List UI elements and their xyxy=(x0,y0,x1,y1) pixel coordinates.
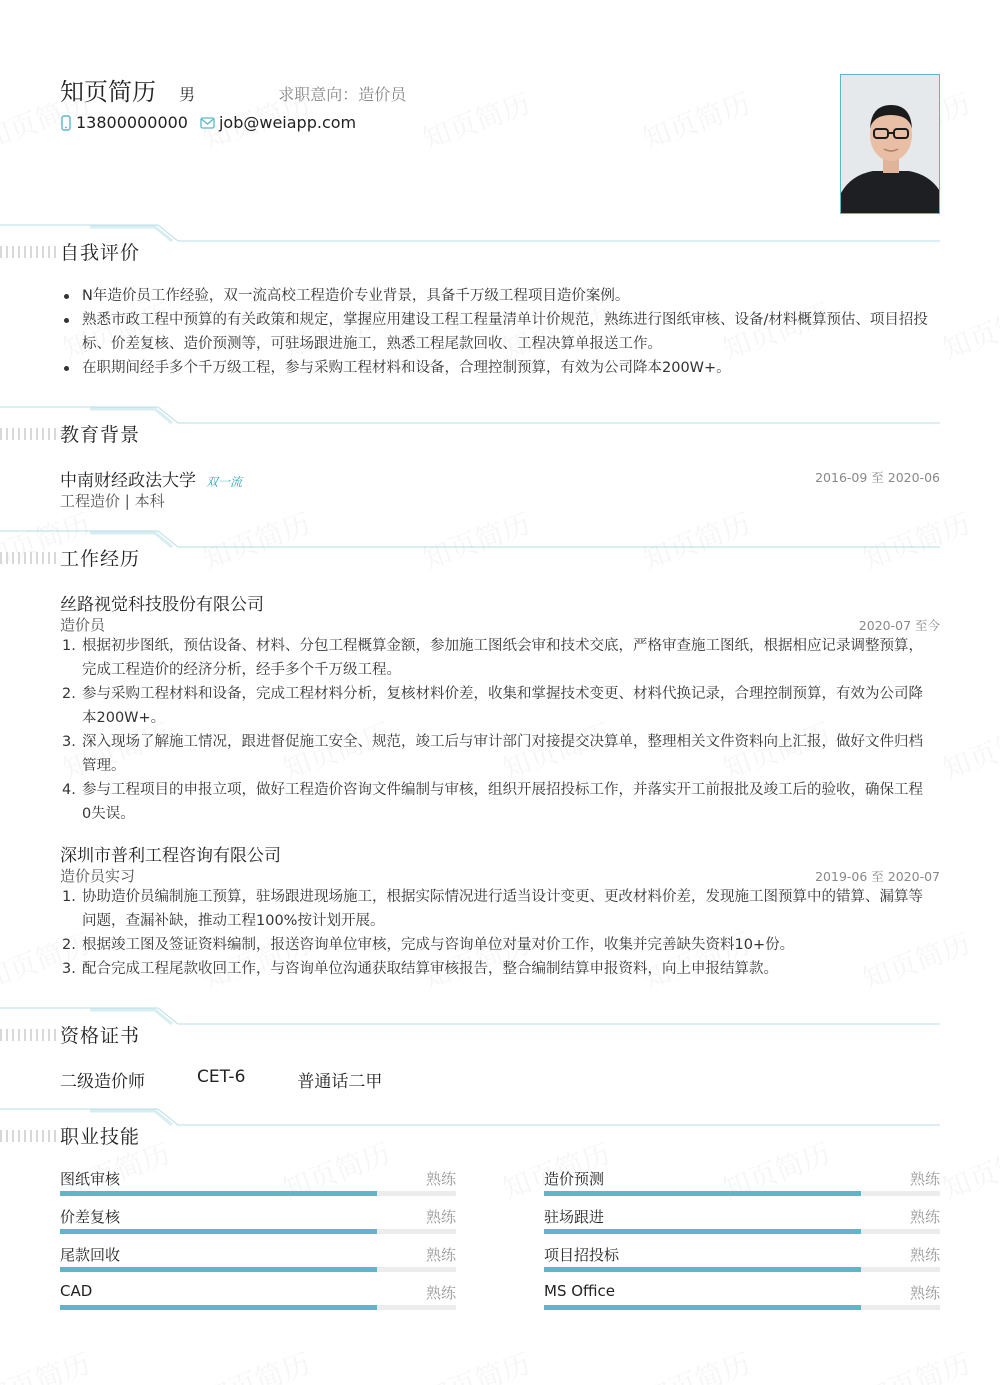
section-skills xyxy=(0,1108,1000,1148)
skill-bar-fill xyxy=(60,1191,377,1196)
skill-bar-track xyxy=(544,1229,940,1234)
skill-item xyxy=(544,1168,940,1200)
skill-bar-fill xyxy=(544,1267,861,1272)
skill-level: 熟练 xyxy=(425,1284,456,1302)
skill-level: 熟练 xyxy=(425,1246,456,1264)
section-divider xyxy=(0,530,1000,570)
stripe-decoration xyxy=(0,1027,60,1043)
skill-bar-track xyxy=(60,1305,456,1310)
skill-bar-track xyxy=(60,1229,456,1234)
education-major: 工程造价 | 本科 xyxy=(60,492,165,510)
stripe-decoration xyxy=(0,426,60,442)
skill-item xyxy=(544,1206,940,1238)
self-evaluation-list xyxy=(60,284,930,380)
item-number: 1. xyxy=(62,889,76,905)
skill-item xyxy=(60,1168,456,1200)
job-date: 2020-07 至今 xyxy=(858,618,940,633)
job-duty-item xyxy=(60,634,930,682)
watermark-text xyxy=(0,1342,95,1385)
skill-bar-fill xyxy=(60,1305,377,1310)
school-name-text: 中南财经政法大学 xyxy=(60,471,196,491)
candidate-gender: 男 xyxy=(179,85,196,104)
item-text: 参与工程项目的申报立项，做好工程造价咨询文件编制与审核，组织开展招投标工作，并落实开工前报批及竣工后的验收，确保工程0失误。 xyxy=(82,782,923,822)
skill-bar-track xyxy=(544,1305,940,1310)
skill-name: 造价预测 xyxy=(544,1170,605,1188)
job-duty-item xyxy=(60,778,930,826)
item-text: 熟悉市政工程中预算的有关政策和规定，掌握应用建设工程工程量清单计价规范，熟练进行图纸审核、设备/材料概算预估、项目招投标、价差复核、造价预测等，可驻场跟进施工，熟悉工程尾款回收、工程决算单报送工作。 xyxy=(82,312,928,352)
item-text: 根据竣工图及签证资料编制，报送咨询单位审核，完成与咨询单位对量对价工作，收集并完善缺失资料10+份。 xyxy=(82,937,795,953)
section-title: 教育背景 xyxy=(60,424,141,446)
bullet-dot xyxy=(64,318,69,323)
certificate-item: CET-6 xyxy=(197,1067,246,1087)
job-role: 造价员实习 xyxy=(60,867,136,885)
skill-item xyxy=(60,1282,456,1314)
company-name: 丝路视觉科技股份有限公司 xyxy=(60,595,264,615)
job-duty-item xyxy=(60,885,930,933)
self-evaluation-item xyxy=(60,308,930,356)
certificate-item: 二级造价师 xyxy=(60,1072,145,1092)
section-divider xyxy=(0,1108,1000,1148)
school-tag: 双一流 xyxy=(206,475,243,489)
stripe-decoration xyxy=(0,1128,60,1144)
self-evaluation-item xyxy=(60,284,930,308)
item-number: 3. xyxy=(62,961,76,977)
item-text: 在职期间经手多个千万级工程，参与采购工程材料和设备，合理控制预算，有效为公司降本200W+。 xyxy=(82,360,731,376)
section-divider xyxy=(0,406,1000,446)
bullet-dot xyxy=(64,294,69,299)
skill-name: 尾款回收 xyxy=(60,1246,121,1264)
skill-bar-fill xyxy=(544,1305,861,1310)
skill-name: 驻场跟进 xyxy=(544,1208,605,1226)
skill-bar-track xyxy=(60,1267,456,1272)
job-role: 造价员 xyxy=(60,616,106,634)
skill-name: 项目招投标 xyxy=(544,1246,620,1264)
skill-bar-fill xyxy=(60,1267,377,1272)
phone-number: 13800000000 xyxy=(76,113,188,132)
certificate-list xyxy=(60,1067,434,1092)
section-divider xyxy=(0,224,1000,264)
item-text: 配合完成工程尾款收回工作，与咨询单位沟通获取结算审核报告，整合编制结算申报资料，向上申报结算款。 xyxy=(82,961,778,977)
skill-level: 熟练 xyxy=(909,1170,940,1188)
self-evaluation-item xyxy=(60,356,930,380)
section-title: 自我评价 xyxy=(60,242,141,264)
skill-bar-track xyxy=(544,1267,940,1272)
item-number: 1. xyxy=(62,638,76,654)
item-text: 协助造价员编制施工预算，驻场跟进现场施工，根据实际情况进行适当设计变更、更改材料价差，发现施工图预算中的错算、漏算等问题，查漏补缺，推动工程100%按计划开展。 xyxy=(82,889,923,929)
skill-name: CAD xyxy=(60,1282,93,1300)
stripe-decoration xyxy=(0,550,60,566)
watermark-text xyxy=(937,712,1000,788)
section-divider xyxy=(0,1007,1000,1047)
job-intent-label: 求职意向： xyxy=(278,85,359,104)
skill-item xyxy=(544,1244,940,1276)
skill-bar-track xyxy=(60,1191,456,1196)
watermark-text xyxy=(197,1342,316,1385)
company-name: 深圳市普利工程咨询有限公司 xyxy=(60,846,281,866)
skill-bar-fill xyxy=(544,1229,861,1234)
section-title: 职业技能 xyxy=(60,1126,141,1148)
education-date: 2016-09 至 2020-06 xyxy=(815,470,940,485)
skill-name: 图纸审核 xyxy=(60,1170,121,1188)
certificate-item: 普通话二甲 xyxy=(297,1072,383,1092)
job-intent xyxy=(278,82,406,105)
watermark-text xyxy=(417,1342,536,1385)
skill-bar-fill xyxy=(60,1229,377,1234)
watermark-text xyxy=(937,292,1000,368)
skill-item xyxy=(544,1282,940,1314)
item-number: 4. xyxy=(62,782,76,798)
item-number: 2. xyxy=(62,686,76,702)
phone-icon xyxy=(60,115,72,131)
job-duties-list xyxy=(60,634,930,826)
job-duty-item xyxy=(60,933,930,957)
skill-name: MS Office xyxy=(544,1282,616,1300)
section-work xyxy=(0,530,1000,570)
email-address: job@weiapp.com xyxy=(218,113,357,132)
skill-level: 熟练 xyxy=(425,1170,456,1188)
job-duties-list xyxy=(60,885,930,981)
skill-level: 熟练 xyxy=(909,1246,940,1264)
job-duty-item xyxy=(60,730,930,778)
watermark-text xyxy=(857,1342,976,1385)
profile-photo xyxy=(840,74,940,214)
stripe-decoration xyxy=(0,244,60,260)
job-date: 2019-06 至 2020-07 xyxy=(815,869,940,884)
contact-info xyxy=(60,113,820,132)
item-text: N年造价员工作经验，双一流高校工程造价专业背景，具备千万级工程项目造价案例。 xyxy=(82,288,630,304)
candidate-name: 知页简历 xyxy=(60,78,156,106)
email-item[interactable] xyxy=(200,113,356,132)
skill-name: 价差复核 xyxy=(60,1208,121,1226)
skill-bar-fill xyxy=(544,1191,861,1196)
watermark-text xyxy=(637,1342,756,1385)
job-intent-value: 造价员 xyxy=(358,85,407,104)
mail-icon xyxy=(200,117,215,129)
bullet-dot xyxy=(64,366,69,371)
item-text: 根据初步图纸，预估设备、材料、分包工程概算金额，参加施工图纸会审和技术交底，严格审查施工图纸，根据相应记录调整预算，完成工程造价的经济分析，经手多个千万级工程。 xyxy=(82,638,923,678)
skill-bar-track xyxy=(544,1191,940,1196)
skill-level: 熟练 xyxy=(425,1208,456,1226)
job-duty-item xyxy=(60,682,930,730)
skill-item xyxy=(60,1244,456,1276)
skill-level: 熟练 xyxy=(909,1284,940,1302)
item-text: 参与采购工程材料和设备，完成工程材料分析，复核材料价差，收集和掌握技术变更、材料代换记录，合理控制预算，有效为公司降本200W+。 xyxy=(82,686,923,726)
section-self-evaluation xyxy=(0,224,1000,264)
item-number: 2. xyxy=(62,937,76,953)
skill-item xyxy=(60,1206,456,1238)
section-title: 资格证书 xyxy=(60,1025,141,1047)
phone-item[interactable] xyxy=(60,113,188,132)
item-number: 3. xyxy=(62,734,76,750)
profile-header xyxy=(60,72,820,132)
job-duty-item xyxy=(60,957,930,981)
section-education xyxy=(0,406,1000,446)
school-name xyxy=(60,466,242,491)
section-certificates xyxy=(0,1007,1000,1047)
item-text: 深入现场了解施工情况，跟进督促施工安全、规范，竣工后与审计部门对接提交决算单，整理相关文件资料向上汇报，做好文件归档管理。 xyxy=(82,734,923,774)
portrait-image xyxy=(841,75,940,214)
skill-level: 熟练 xyxy=(909,1208,940,1226)
section-title: 工作经历 xyxy=(60,548,141,570)
